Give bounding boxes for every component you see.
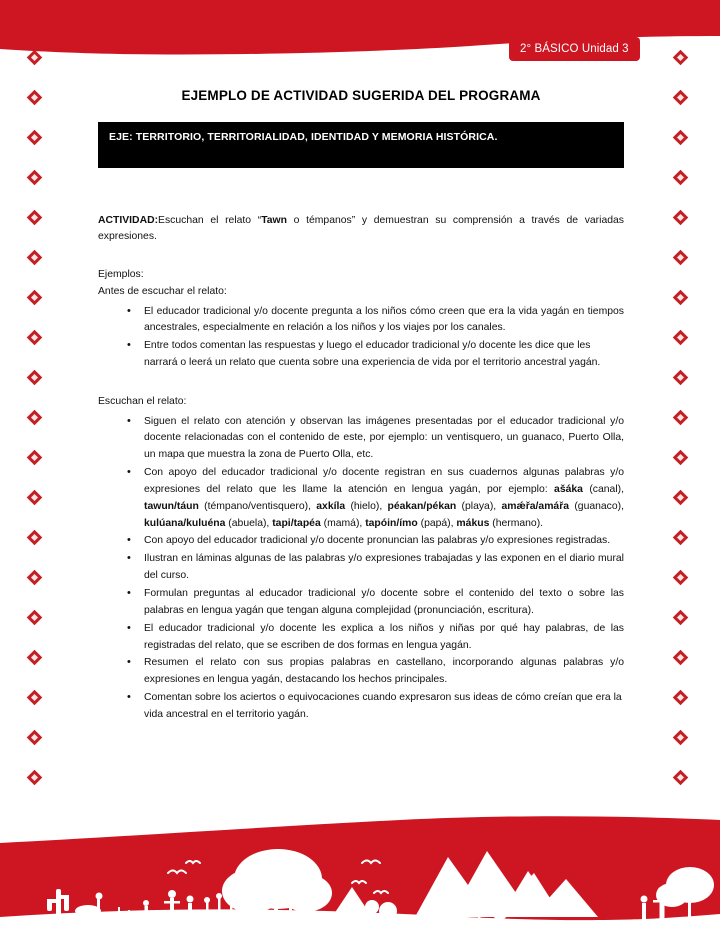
- page-title: EJEMPLO DE ACTIVIDAD SUGERIDA DEL PROGRAMA: [181, 88, 541, 103]
- list-item: • Entre todos comentan las respuestas y luego el educador tradicional y/o docente les dice que les narrará o leerá un relato que cuenta sobre una experiencia de vida por el territorio ancestral yagán.: [144, 338, 624, 372]
- diamond-icon: [673, 450, 689, 466]
- diamond-icon: [27, 650, 43, 666]
- left-diamond-rail: [22, 52, 52, 822]
- bullet-list-during-story: [98, 414, 624, 724]
- diamond-icon: [27, 170, 43, 186]
- diamond-icon: [27, 490, 43, 506]
- diamond-icon: [27, 250, 43, 266]
- list-item: • Formulan preguntas al educador tradicional y/o docente sobre el contenido del texto o sobre las palabras en lengua yagán que tengan alguna complejidad (pronunciación, escritura).: [144, 586, 624, 620]
- diamond-icon: [27, 530, 43, 546]
- diamond-icon: [27, 330, 43, 346]
- eje-heading-bar: EJE: TERRITORIO, TERRITORIALIDAD, IDENTIDAD Y MEMORIA HISTÓRICA.: [98, 122, 624, 168]
- section-lead-0: Antes de escuchar el relato:: [98, 285, 227, 297]
- activity-statement: [98, 213, 624, 245]
- list-item: • Con apoyo del educador tradicional y/o docente registran en sus cuadernos algunas palabras y/o expresiones del relato que les llame la atención en lengua yagán, por ejemplo: ašáka (canal), tawun/táun (témpano/ventisquero), axkíla (hielo), péakan/pékan (playa), amǽřa/amářa (guanaco), kulúana/kuluéna (abuela), tapi/tapéa (mamá), tapóin/ímo (papá), mákus (hermano).: [144, 465, 624, 532]
- diamond-icon: [673, 690, 689, 706]
- bottom-landscape-band: [0, 807, 720, 932]
- diamond-icon: [27, 210, 43, 226]
- section-lead-1: Escuchan el relato:: [98, 395, 187, 407]
- bullet-list-before-story: [98, 304, 624, 372]
- list-item: • El educador tradicional y/o docente pregunta a los niños cómo creen que era la vida yagán en tiempos ancestrales, especialmente en relación a los niños y los viajes por los canales.: [144, 304, 624, 338]
- diamond-icon: [673, 290, 689, 306]
- diamond-icon: [673, 610, 689, 626]
- diamond-icon: [673, 330, 689, 346]
- diamond-icon: [27, 730, 43, 746]
- diamond-icon: [673, 730, 689, 746]
- diamond-icon: [673, 410, 689, 426]
- diamond-icon: [673, 570, 689, 586]
- activity-text-after: o témpanos” y demuestran su comprensión a través de variadas expresiones.: [98, 215, 624, 243]
- list-item: • Siguen el relato con atención y observan las imágenes presentadas por el educador tradicional y/o docente relacionadas con el contenido de este, por ejemplo: un ventisquero, un guanaco, Puerto Olla, un mapa que muestra la zona de Puerto Olla, etc.: [144, 414, 624, 465]
- diamond-icon: [673, 170, 689, 186]
- diamond-icon: [27, 290, 43, 306]
- list-item: • Con apoyo del educador tradicional y/o docente pronuncian las palabras y/o expresiones registradas.: [144, 533, 624, 550]
- activity-text-before: Escuchan el relato “: [158, 215, 262, 226]
- diamond-icon: [27, 450, 43, 466]
- examples-heading: Ejemplos:: [98, 269, 144, 281]
- diamond-icon: [673, 530, 689, 546]
- list-item: • Ilustran en láminas algunas de las palabras y/o expresiones trabajadas y las exponen en el diario mural del curso.: [144, 551, 624, 585]
- diamond-icon: [673, 250, 689, 266]
- list-item: • Resumen el relato con sus propias palabras en castellano, incorporando algunas palabras y/o expresiones en lengua yagán, destacando los hechos principales.: [144, 655, 624, 689]
- diamond-icon: [27, 570, 43, 586]
- diamond-icon: [673, 130, 689, 146]
- diamond-icon: [673, 90, 689, 106]
- list-item: • El educador tradicional y/o docente les explica a los niños y niñas por qué hay palabras, de las registradas del relato, que se escriben de dos formas en lengua yagán.: [144, 621, 624, 655]
- right-diamond-rail: [668, 52, 698, 822]
- diamond-icon: [27, 130, 43, 146]
- diamond-icon: [27, 610, 43, 626]
- diamond-icon: [27, 410, 43, 426]
- diamond-icon: [673, 370, 689, 386]
- activity-bold-term: Tawn: [261, 215, 287, 226]
- diamond-icon: [673, 650, 689, 666]
- diamond-icon: [673, 490, 689, 506]
- diamond-icon: [27, 770, 43, 786]
- document-content: [98, 0, 624, 725]
- diamond-icon: [27, 370, 43, 386]
- list-item: • Comentan sobre los aciertos o equivocaciones cuando expresaron sus ideas de cómo creían que era la vida ancestral en el territorio yagán.: [144, 690, 624, 724]
- diamond-icon: [673, 770, 689, 786]
- diamond-icon: [27, 690, 43, 706]
- unit-badge: 2° BÁSICO Unidad 3: [509, 37, 640, 61]
- activity-label: ACTIVIDAD:: [98, 215, 159, 226]
- diamond-icon: [673, 210, 689, 226]
- diamond-icon: [27, 90, 43, 106]
